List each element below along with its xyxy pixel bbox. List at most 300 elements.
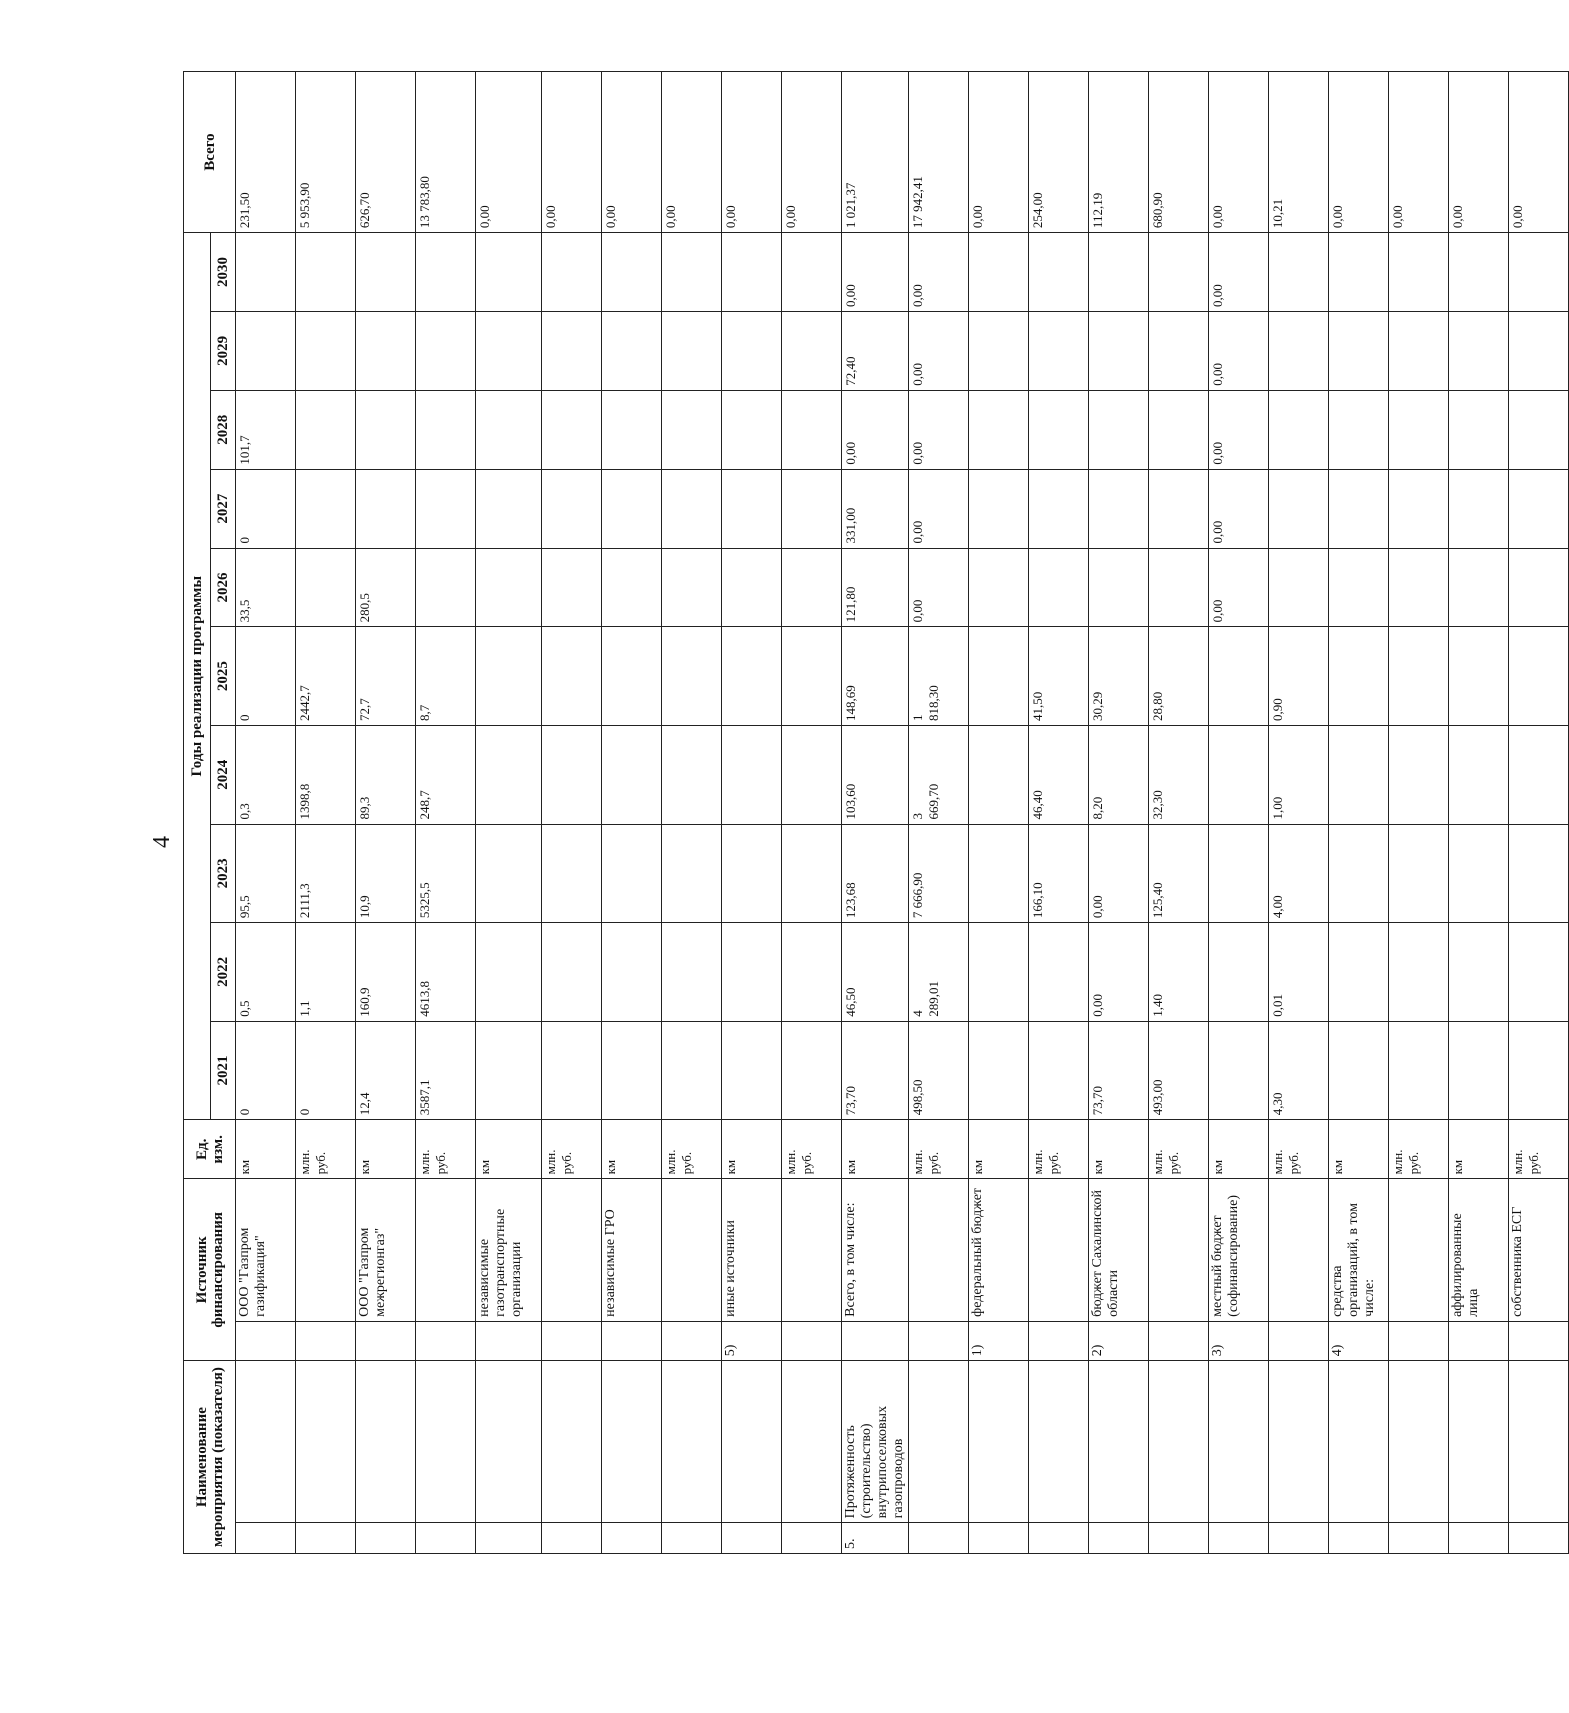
row-number: [476, 1523, 542, 1554]
unit: млн. руб.: [416, 1120, 476, 1179]
table-row: [236, 72, 296, 1554]
measure-name: [1029, 1361, 1089, 1523]
measure-name: [969, 1361, 1029, 1523]
year-value: [1389, 311, 1449, 390]
year-value: [476, 627, 542, 726]
year-value: 8,7: [416, 627, 476, 726]
unit: млн. руб.: [1149, 1120, 1209, 1179]
year-value: [416, 548, 476, 627]
year-value: 4,30: [1269, 1021, 1329, 1120]
year-value: [296, 311, 356, 390]
table-row: [782, 72, 842, 1554]
measure-name: Протяженность (строительство) внутрипоселковых газопроводов: [842, 1361, 909, 1523]
funding-source: независимые ГРО: [602, 1179, 662, 1321]
year-value: [602, 469, 662, 548]
year-value: [1149, 311, 1209, 390]
year-value: [1329, 725, 1389, 824]
unit: км: [969, 1120, 1029, 1179]
year-value: [969, 1021, 1029, 1120]
table-row: [1149, 72, 1209, 1554]
year-value: 148,69: [842, 627, 909, 726]
year-value: [662, 725, 722, 824]
year-value: [1449, 548, 1509, 627]
year-value: 0,00: [909, 233, 969, 312]
header-year: 2022: [211, 923, 236, 1022]
year-value: [476, 1021, 542, 1120]
measure-name: [1329, 1361, 1389, 1523]
year-value: [542, 725, 602, 824]
year-value: [1449, 390, 1509, 469]
year-value: [662, 627, 722, 726]
year-value: 248,7: [416, 725, 476, 824]
source-index: [1509, 1321, 1569, 1360]
year-value: [662, 824, 722, 923]
funding-source: средства организаций, в том числе:: [1329, 1179, 1389, 1321]
year-value: 0,00: [1209, 233, 1269, 312]
year-value: 0,00: [909, 548, 969, 627]
year-value: 166,10: [1029, 824, 1089, 923]
total-value: 626,70: [356, 72, 416, 233]
year-value: [1449, 923, 1509, 1022]
row-number: [356, 1523, 416, 1554]
year-value: 46,40: [1029, 725, 1089, 824]
header-year: 2029: [211, 311, 236, 390]
year-value: [602, 548, 662, 627]
year-value: [1329, 548, 1389, 627]
year-value: 498,50: [909, 1021, 969, 1120]
year-value: [542, 548, 602, 627]
year-value: [236, 311, 296, 390]
year-value: [542, 233, 602, 312]
year-value: 8,20: [1089, 725, 1149, 824]
source-index: [416, 1321, 476, 1360]
table-row: [542, 72, 602, 1554]
measure-name: [1149, 1361, 1209, 1523]
year-value: [969, 923, 1029, 1022]
funding-source: бюджет Сахалинской области: [1089, 1179, 1149, 1321]
year-value: [1329, 1021, 1389, 1120]
year-value: 0,01: [1269, 923, 1329, 1022]
year-value: 0,00: [1209, 548, 1269, 627]
year-value: [236, 233, 296, 312]
year-value: [722, 469, 782, 548]
table-row: [356, 72, 416, 1554]
total-value: 17 942,41: [909, 72, 969, 233]
year-value: [969, 627, 1029, 726]
funding-source: аффилированные лица: [1449, 1179, 1509, 1321]
year-value: [1449, 233, 1509, 312]
measure-name: [1389, 1361, 1449, 1523]
measure-name: [722, 1361, 782, 1523]
total-value: 0,00: [1209, 72, 1269, 233]
year-value: [1149, 233, 1209, 312]
year-value: [542, 390, 602, 469]
year-value: 121,80: [842, 548, 909, 627]
year-value: [662, 390, 722, 469]
year-value: [722, 824, 782, 923]
table-row: [1329, 72, 1389, 1554]
unit: млн. руб.: [542, 1120, 602, 1179]
total-value: 0,00: [722, 72, 782, 233]
funding-source: независимые газотранспортные организации: [476, 1179, 542, 1321]
page-number: 4: [149, 836, 175, 848]
source-index: 1): [969, 1321, 1029, 1360]
source-index: [236, 1321, 296, 1360]
row-number: [1149, 1523, 1209, 1554]
table-row: [416, 72, 476, 1554]
year-value: 2111,3: [296, 824, 356, 923]
year-value: [476, 824, 542, 923]
unit: км: [842, 1120, 909, 1179]
year-value: [1149, 469, 1209, 548]
table-row: [1269, 72, 1329, 1554]
source-index: [542, 1321, 602, 1360]
year-value: 103,60: [842, 725, 909, 824]
year-value: 0,5: [236, 923, 296, 1022]
year-value: 0,00: [1209, 311, 1269, 390]
year-value: [782, 1021, 842, 1120]
row-number: 5.: [842, 1523, 909, 1554]
year-value: [1389, 390, 1449, 469]
year-value: [969, 469, 1029, 548]
row-number: [1269, 1523, 1329, 1554]
table-row: [1449, 72, 1509, 1554]
year-value: 3587,1: [416, 1021, 476, 1120]
total-value: 0,00: [542, 72, 602, 233]
year-value: 95,5: [236, 824, 296, 923]
year-value: 1,1: [296, 923, 356, 1022]
source-index: [602, 1321, 662, 1360]
funding-source: Всего, в том числе:: [842, 1179, 909, 1321]
source-index: [1149, 1321, 1209, 1360]
year-value: [296, 233, 356, 312]
table-row: [1389, 72, 1449, 1554]
year-value: [722, 725, 782, 824]
row-number: [1089, 1523, 1149, 1554]
year-value: [969, 548, 1029, 627]
year-value: 125,40: [1149, 824, 1209, 923]
year-value: 73,70: [842, 1021, 909, 1120]
year-value: [1089, 469, 1149, 548]
year-value: [1089, 233, 1149, 312]
year-value: [782, 824, 842, 923]
year-value: [782, 469, 842, 548]
measure-name: [909, 1361, 969, 1523]
year-value: [1209, 1021, 1269, 1120]
year-value: 0,00: [1089, 923, 1149, 1022]
year-value: 331,00: [842, 469, 909, 548]
year-value: [662, 923, 722, 1022]
unit: км: [1449, 1120, 1509, 1179]
year-value: 1 818,30: [909, 627, 969, 726]
year-value: 280,5: [356, 548, 416, 627]
row-number: [542, 1523, 602, 1554]
unit: км: [1329, 1120, 1389, 1179]
year-value: [1329, 311, 1389, 390]
total-value: 0,00: [1389, 72, 1449, 233]
year-value: [296, 548, 356, 627]
year-value: 123,68: [842, 824, 909, 923]
year-value: [476, 725, 542, 824]
year-value: [1389, 923, 1449, 1022]
measure-name: [782, 1361, 842, 1523]
header-year: 2028: [211, 390, 236, 469]
year-value: [1389, 627, 1449, 726]
year-value: 0,00: [842, 233, 909, 312]
year-value: 72,7: [356, 627, 416, 726]
year-value: [416, 233, 476, 312]
year-value: [1449, 627, 1509, 726]
year-value: 4 289,01: [909, 923, 969, 1022]
header-year: 2024: [211, 725, 236, 824]
year-value: [969, 233, 1029, 312]
total-value: 0,00: [969, 72, 1029, 233]
year-value: 0,00: [909, 311, 969, 390]
year-value: [1149, 390, 1209, 469]
year-value: 72,40: [842, 311, 909, 390]
table-row: [969, 72, 1029, 1554]
year-value: [602, 923, 662, 1022]
header-year: 2023: [211, 824, 236, 923]
table-row: [1089, 72, 1149, 1554]
row-number: [1449, 1523, 1509, 1554]
funding-source: [1269, 1179, 1329, 1321]
unit: млн. руб.: [782, 1120, 842, 1179]
year-value: [1449, 725, 1509, 824]
program-table-rotated: [183, 71, 1541, 1554]
year-value: 0,3: [236, 725, 296, 824]
year-value: 101,7: [236, 390, 296, 469]
year-value: [969, 725, 1029, 824]
year-value: [782, 233, 842, 312]
year-value: [722, 390, 782, 469]
table-row: [476, 72, 542, 1554]
year-value: 12,4: [356, 1021, 416, 1120]
unit: км: [356, 1120, 416, 1179]
year-value: [722, 1021, 782, 1120]
source-index: 3): [1209, 1321, 1269, 1360]
year-value: [296, 469, 356, 548]
year-value: [476, 390, 542, 469]
year-value: [356, 233, 416, 312]
funding-source: [1029, 1179, 1089, 1321]
total-value: 10,21: [1269, 72, 1329, 233]
year-value: 1,40: [1149, 923, 1209, 1022]
header-year: 2026: [211, 548, 236, 627]
year-value: [1449, 311, 1509, 390]
year-value: [1509, 923, 1569, 1022]
year-value: [602, 311, 662, 390]
year-value: [1269, 469, 1329, 548]
table-row: [1029, 72, 1089, 1554]
year-value: [969, 824, 1029, 923]
funding-source: [296, 1179, 356, 1321]
year-value: [969, 390, 1029, 469]
year-value: 73,70: [1089, 1021, 1149, 1120]
unit: км: [1089, 1120, 1149, 1179]
year-value: [476, 548, 542, 627]
header-year: 2025: [211, 627, 236, 726]
year-value: [722, 233, 782, 312]
year-value: [1449, 824, 1509, 923]
year-value: [1329, 627, 1389, 726]
row-number: [662, 1523, 722, 1554]
year-value: [969, 311, 1029, 390]
source-index: [909, 1321, 969, 1360]
year-value: [662, 311, 722, 390]
year-value: 89,3: [356, 725, 416, 824]
year-value: [1149, 548, 1209, 627]
table-row: [1509, 72, 1569, 1554]
total-value: 112,19: [1089, 72, 1149, 233]
year-value: [1389, 469, 1449, 548]
total-value: 1 021,37: [842, 72, 909, 233]
year-value: 0: [236, 627, 296, 726]
total-value: 680,90: [1149, 72, 1209, 233]
table-row: [662, 72, 722, 1554]
year-value: 28,80: [1149, 627, 1209, 726]
year-value: [722, 923, 782, 1022]
year-value: [1389, 548, 1449, 627]
year-value: [1209, 627, 1269, 726]
year-value: 46,50: [842, 923, 909, 1022]
measure-name: [662, 1361, 722, 1523]
year-value: [476, 233, 542, 312]
year-value: 4,00: [1269, 824, 1329, 923]
year-value: 0,00: [1209, 390, 1269, 469]
measure-name: [542, 1361, 602, 1523]
funding-source: [416, 1179, 476, 1321]
row-number: [1509, 1523, 1569, 1554]
year-value: [602, 627, 662, 726]
row-number: [296, 1523, 356, 1554]
year-value: [476, 469, 542, 548]
year-value: 4613,8: [416, 923, 476, 1022]
year-value: 30,29: [1089, 627, 1149, 726]
year-value: [602, 824, 662, 923]
year-value: [1029, 469, 1089, 548]
year-value: [1509, 1021, 1569, 1120]
year-value: 0,00: [1089, 824, 1149, 923]
table-row: [722, 72, 782, 1554]
source-index: 2): [1089, 1321, 1149, 1360]
unit: млн. руб.: [1509, 1120, 1569, 1179]
year-value: 1,00: [1269, 725, 1329, 824]
year-value: [1029, 1021, 1089, 1120]
year-value: 5325,5: [416, 824, 476, 923]
header-year: 2030: [211, 233, 236, 312]
year-value: [1509, 390, 1569, 469]
unit: км: [602, 1120, 662, 1179]
funding-source: [662, 1179, 722, 1321]
year-value: [1389, 1021, 1449, 1120]
year-value: [1509, 311, 1569, 390]
row-number: [909, 1523, 969, 1554]
table-row: [909, 72, 969, 1554]
year-value: 33,5: [236, 548, 296, 627]
year-value: [602, 390, 662, 469]
header-year: 2027: [211, 469, 236, 548]
year-value: 0,00: [909, 390, 969, 469]
year-value: [476, 923, 542, 1022]
year-value: 0: [236, 1021, 296, 1120]
header-years-group: Годы реализации программы: [184, 233, 211, 1120]
year-value: [1329, 824, 1389, 923]
year-value: [542, 824, 602, 923]
year-value: 3 669,70: [909, 725, 969, 824]
year-value: [1029, 923, 1089, 1022]
year-value: [416, 311, 476, 390]
year-value: [1269, 311, 1329, 390]
measure-name: [1209, 1361, 1269, 1523]
year-value: 493,00: [1149, 1021, 1209, 1120]
year-value: [602, 233, 662, 312]
total-value: 5 953,90: [296, 72, 356, 233]
header-unit: Ед. изм.: [184, 1120, 236, 1179]
year-value: 10,9: [356, 824, 416, 923]
year-value: [1269, 390, 1329, 469]
funding-source: ООО "Газпром межрегионгаз": [356, 1179, 416, 1321]
table-row: [842, 72, 909, 1554]
year-value: 2442,7: [296, 627, 356, 726]
source-index: [476, 1321, 542, 1360]
year-value: [542, 923, 602, 1022]
year-value: 0: [236, 469, 296, 548]
unit: млн. руб.: [296, 1120, 356, 1179]
source-index: [662, 1321, 722, 1360]
row-number: [722, 1523, 782, 1554]
year-value: [1449, 469, 1509, 548]
year-value: [1209, 725, 1269, 824]
year-value: 1398,8: [296, 725, 356, 824]
measure-name: [1089, 1361, 1149, 1523]
year-value: [1029, 548, 1089, 627]
funding-source: [782, 1179, 842, 1321]
year-value: [1269, 233, 1329, 312]
row-number: [1329, 1523, 1389, 1554]
year-value: [1449, 1021, 1509, 1120]
year-value: [1029, 311, 1089, 390]
total-value: 13 783,80: [416, 72, 476, 233]
unit: км: [476, 1120, 542, 1179]
year-value: [356, 390, 416, 469]
year-value: [662, 469, 722, 548]
year-value: [782, 311, 842, 390]
year-value: [416, 390, 476, 469]
year-value: 0,90: [1269, 627, 1329, 726]
source-index: [1029, 1321, 1089, 1360]
unit: км: [1209, 1120, 1269, 1179]
year-value: [1329, 390, 1389, 469]
measure-name: [1509, 1361, 1569, 1523]
year-value: 41,50: [1029, 627, 1089, 726]
unit: км: [722, 1120, 782, 1179]
table-row: [602, 72, 662, 1554]
measure-name: [416, 1361, 476, 1523]
row-number: [782, 1523, 842, 1554]
year-value: [1509, 469, 1569, 548]
year-value: [356, 311, 416, 390]
row-number: [1209, 1523, 1269, 1554]
unit: км: [236, 1120, 296, 1179]
year-value: 32,30: [1149, 725, 1209, 824]
year-value: [662, 548, 722, 627]
year-value: [1389, 233, 1449, 312]
header-year: 2021: [211, 1021, 236, 1120]
funding-source: [1389, 1179, 1449, 1321]
source-index: [1269, 1321, 1329, 1360]
year-value: [542, 627, 602, 726]
